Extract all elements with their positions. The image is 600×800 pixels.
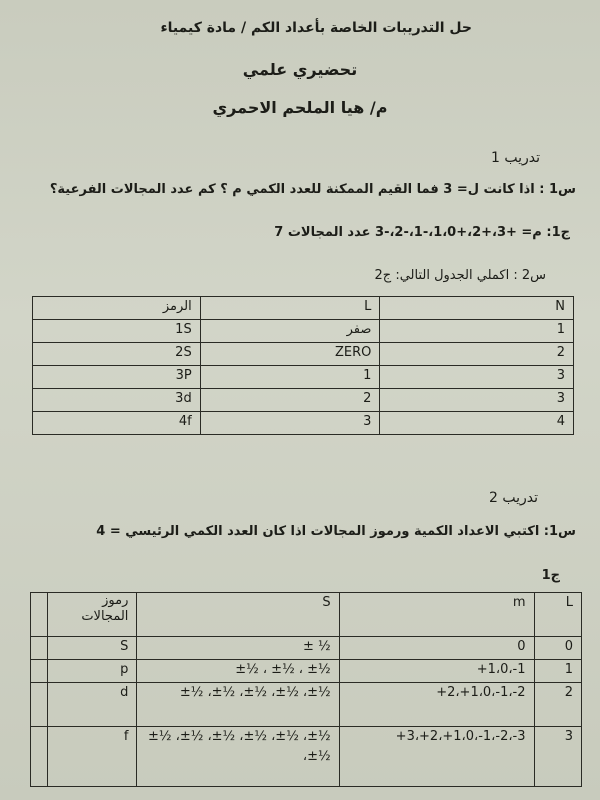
- cell-l: ZERO: [200, 343, 380, 366]
- cell-symbol: 4f: [33, 412, 201, 435]
- table-row: [31, 660, 582, 683]
- cell-m: 0: [339, 637, 534, 660]
- cell-orbital-symbol: f: [48, 727, 137, 787]
- col-header-l: L: [534, 593, 582, 637]
- table-row: [33, 320, 574, 343]
- cell-m: +2،+1،0،-1،-2: [339, 683, 534, 727]
- exercise2-table: [30, 592, 582, 787]
- table-row: [33, 412, 574, 435]
- exercise2-heading: تدريب 2: [488, 490, 538, 506]
- cell-s: ±½ ،±½ ،±½ ،±½ ،±½ ،±½ ،±½: [137, 727, 339, 787]
- table-row: [33, 389, 574, 412]
- table-row: [31, 637, 582, 660]
- cell-l: 3: [200, 412, 380, 435]
- exercise1-question2: س2 : اكملي الجدول التالي: ج2: [374, 268, 546, 283]
- margin-cell: [31, 683, 48, 727]
- col-header-symbol: الرمز: [33, 297, 201, 320]
- margin-cell: [31, 637, 48, 660]
- col-header-m: m: [339, 593, 534, 637]
- table-header-row: [33, 297, 574, 320]
- cell-l: 1: [534, 660, 582, 683]
- cell-l: 0: [534, 637, 582, 660]
- cell-n: 3: [380, 366, 574, 389]
- cell-symbol: 3P: [33, 366, 201, 389]
- document-subtitle: تحضيري علمي: [242, 60, 358, 79]
- cell-s: ±½ ، ±½ ، ±½: [137, 660, 339, 683]
- cell-orbital-symbol: p: [48, 660, 137, 683]
- cell-m: +1،0،-1: [339, 660, 534, 683]
- cell-l: 2: [200, 389, 380, 412]
- col-header-s: S: [137, 593, 339, 637]
- cell-n: 1: [380, 320, 574, 343]
- margin-cell: [31, 593, 48, 637]
- cell-l: صفر: [200, 320, 380, 343]
- exercise1-heading: تدريب 1: [490, 150, 540, 166]
- margin-cell: [31, 660, 48, 683]
- cell-orbital-symbol: S: [48, 637, 137, 660]
- exercise2-question1: س1: اكتبي الاعداد الكمية ورموز المجالات اذا كان العدد الكمي الرئيسي = 4: [96, 524, 576, 539]
- cell-symbol: 3d: [33, 389, 201, 412]
- table-header-row: [31, 593, 582, 637]
- margin-cell: [31, 727, 48, 787]
- exercise1-question1: س1 : اذا كانت ل= 3 فما القيم الممكنة للعدد الكمي م ؟ كم عدد المجالات الفرعية؟: [49, 182, 576, 197]
- cell-s: ± ½: [137, 637, 339, 660]
- cell-l: 2: [534, 683, 582, 727]
- exercise1-table: [32, 296, 574, 435]
- cell-symbol: 2S: [33, 343, 201, 366]
- col-header-n: N: [380, 297, 574, 320]
- table-row: [31, 727, 582, 787]
- document-title: حل التدريبات الخاصة بأعداد الكم / مادة كيمياء: [160, 20, 472, 36]
- cell-symbol: 1S: [33, 320, 201, 343]
- table-row: [33, 366, 574, 389]
- cell-m: +3،+2،+1،0،-1،-2،-3: [339, 727, 534, 787]
- table-row: [33, 343, 574, 366]
- exercise1-answer1: ج1: م= +3،+2،+1،0،-1،-2،-3 عدد المجالات 7: [274, 225, 570, 240]
- cell-n: 4: [380, 412, 574, 435]
- cell-l: 3: [534, 727, 582, 787]
- cell-l: 1: [200, 366, 380, 389]
- cell-n: 3: [380, 389, 574, 412]
- cell-n: 2: [380, 343, 574, 366]
- cell-orbital-symbol: d: [48, 683, 137, 727]
- cell-s: ±½ ،±½ ،±½ ،±½ ،±½: [137, 683, 339, 727]
- exercise2-answer-label: ج1: [541, 568, 560, 583]
- col-header-orbital-symbols: رموز المجالات: [48, 593, 137, 637]
- col-header-l: L: [200, 297, 380, 320]
- document-author: م/ هيا الملحم الاحمري: [212, 98, 388, 117]
- table-row: [31, 683, 582, 727]
